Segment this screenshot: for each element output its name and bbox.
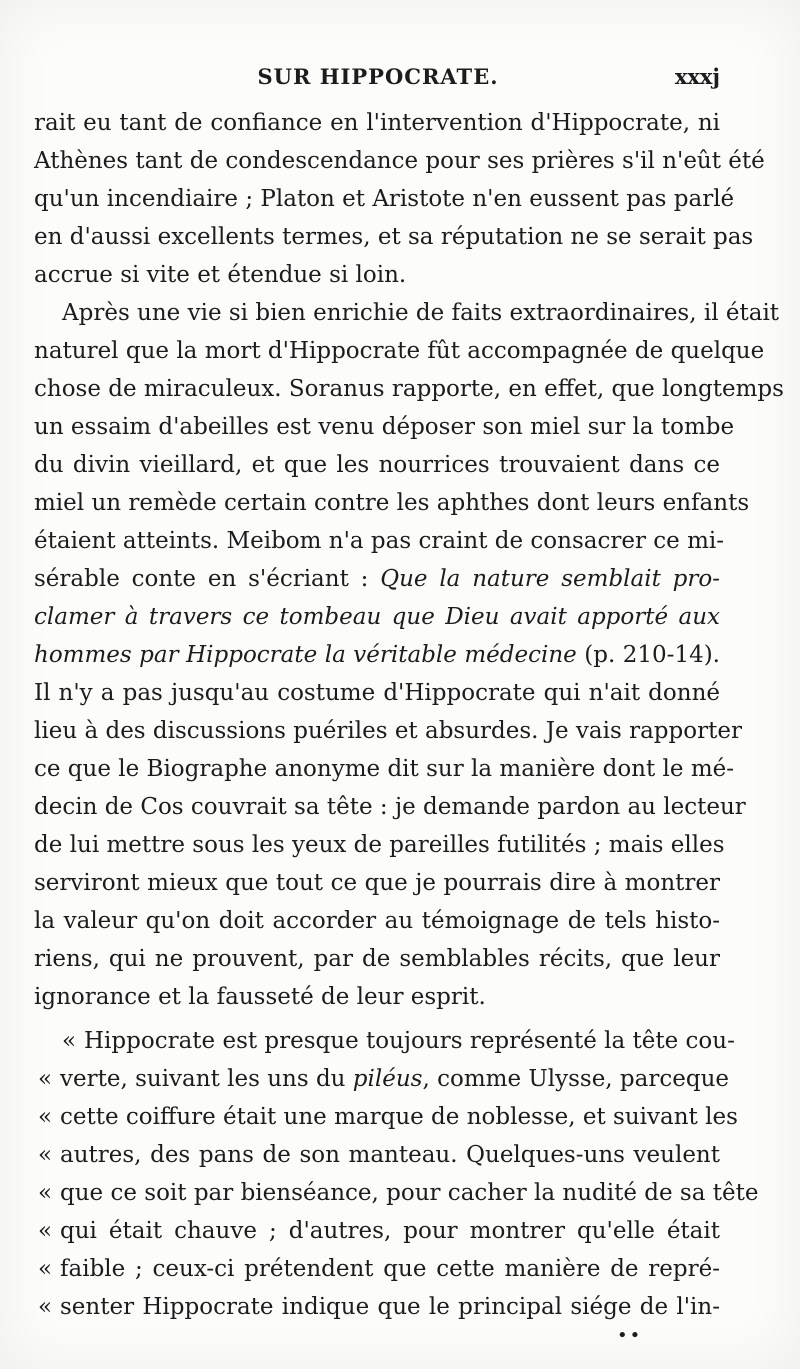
text-span: sérable conte en s'écriant : [34,566,381,592]
text-span: qui était chauve ; d'autres, pour montrer qu'elle était [60,1218,720,1244]
text-line [34,598,720,636]
paragraph-2 [34,294,784,674]
text-line: accrue si vite et étendue si loin. [34,262,407,288]
paragraph-1 [34,104,765,294]
text-line: ignorance et la fausseté de leur esprit. [34,984,486,1010]
running-head: SUR HIPPOCRATE. [257,64,499,89]
text-line [34,1022,735,1060]
text-line [34,1136,720,1174]
page-body [34,104,784,1326]
text-line: Athènes tant de condescendance pour ses prières s'il n'eût été [34,148,765,174]
text-line: Après une vie si bien enrichie de faits extraordinaires, il était [62,300,780,326]
text-line: un essaim d'abeilles est venu déposer son miel sur la tombe [34,414,735,440]
italic-word: piléus [352,1066,423,1092]
text-line: chose de miraculeux. Soranus rapporte, en effet, que longtemps [34,376,784,402]
text-line: de lui mettre sous les yeux de pareilles futilités ; mais elles [34,832,725,858]
text-span: faible ; ceux-ci prétendent que cette manière de repré- [60,1256,720,1282]
text-line [34,1098,738,1136]
text-line: riens, qui ne prouvent, par de semblables récits, que leur [34,946,720,972]
quote-mark: « [38,1066,53,1092]
text-span: autres, des pans de son manteau. Quelques-uns veulent [60,1142,720,1168]
italic-quote: Que la nature semblait pro- [380,566,720,592]
text-line: naturel que la mort d'Hippocrate fût accompagnée de quelque [34,338,765,364]
text-line: decin de Cos couvrait sa tête : je demande pardon au lecteur [34,794,746,820]
text-line: la valeur qu'on doit accorder au témoignage de tels histo- [34,908,720,934]
text-span: que ce soit par bienséance, pour cacher la nudité de sa tête [60,1180,759,1206]
text-line [34,1288,720,1326]
page-number: xxxj [674,64,720,89]
text-line: Il n'y a pas jusqu'au costume d'Hippocrate qui n'ait donné [34,680,720,706]
italic-quote: clamer à travers ce tombeau que Dieu avait apporté aux [34,604,720,630]
quote-mark: « [38,1104,53,1130]
text-line: lieu à des discussions puériles et absurdes. Je vais rapporter [34,718,742,744]
text-line [34,1174,759,1212]
text-span: Hippocrate est presque toujours représenté la tête cou- [84,1028,735,1054]
text-line [34,560,720,598]
page-header [34,64,722,104]
quote-mark: « [38,1256,53,1282]
quote-mark: « [62,1028,77,1054]
text-line [34,1060,730,1098]
text-span: senter Hippocrate indique que le principal siége de l'in- [60,1294,720,1320]
quote-mark: « [38,1294,53,1320]
text-line [34,636,720,674]
italic-quote: hommes par Hippocrate la véritable médecine [34,642,577,668]
quote-mark: « [38,1180,53,1206]
text-line: miel un remède certain contre les aphthes dont leurs enfants [34,490,750,516]
paragraph-3 [34,674,746,1016]
text-line: qu'un incendiaire ; Platon et Aristote n'en eussent pas parlé [34,186,735,212]
text-line: ce que le Biographe anonyme dit sur la manière dont le mé- [34,756,735,782]
text-line: en d'aussi excellents termes, et sa réputation ne se serait pas [34,224,754,250]
text-line: du divin vieillard, et que les nourrices trouvaient dans ce [34,452,720,478]
text-line: serviront mieux que tout ce que je pourrais dire à montrer [34,870,720,896]
citation: (p. 210-14). [576,642,720,668]
quote-mark: « [38,1218,53,1244]
signature-mark: •• [617,1325,643,1346]
text-line [34,1250,720,1288]
text-span: , comme Ulysse, parceque [422,1066,730,1092]
text-span: verte, suivant les uns du [60,1066,353,1092]
text-line: rait eu tant de confiance en l'intervention d'Hippocrate, ni [34,110,720,136]
text-line: étaient atteints. Meibom n'a pas craint de consacrer ce mi- [34,528,725,554]
quote-mark: « [38,1142,53,1168]
text-span: cette coiffure était une marque de noblesse, et suivant les [60,1104,738,1130]
text-line [34,1212,720,1250]
quotation-block [34,1022,759,1326]
